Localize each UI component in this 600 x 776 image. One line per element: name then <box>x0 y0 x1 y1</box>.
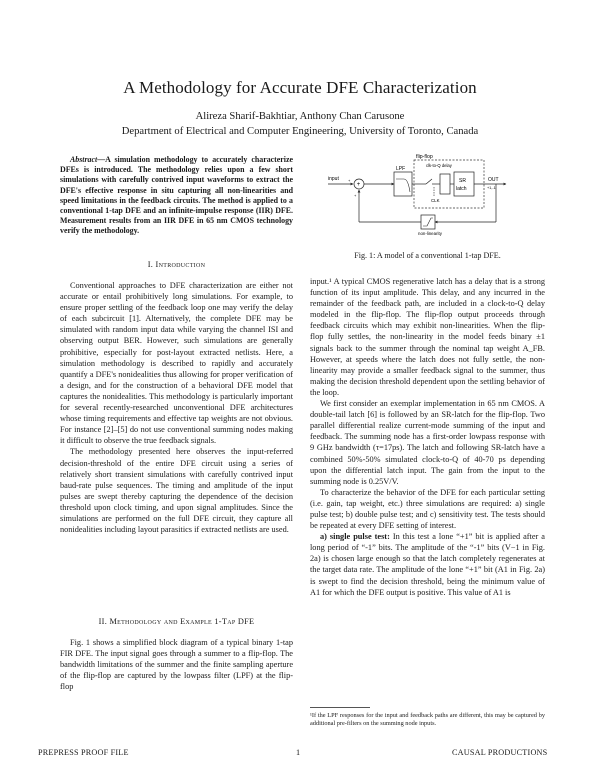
input-label: input <box>328 176 339 182</box>
figure-1 <box>328 152 528 236</box>
right-paragraph-2: We first consider an exemplar implementation in 65 nm CMOS. A double-tail latch [6] is followed by an SR-latch for the flip-flop. Two parallel differential realize current-mode summing of the input and feedback. The summing node has a first-order lowpass response with 9 GHz bandwidth (τ=17ps). The latch and following SR-latch have a combined 50%-50% simulated clock-to-Q of 40-70 ps depending upon the differential latch input. The gain from the input to the summing node is 0.25V/V. <box>310 399 545 486</box>
dfe-block-diagram <box>328 152 528 236</box>
intro-paragraph-1: Conventional approaches to DFE characterization are either not accurate or entail prohibitively long simulations. For example, to ensure proper settling of the feedback loop one may verify the delay of each subcircuit [1]. Alternatively, the complete DFE may be simulated with random input data while varying the channel ISI and observing output BER. However, such simulations are generally prohibitive, especially for post-layout extracted netlists. Here, a simulation methodology is described to rapidly and accurately quantify a DFE's nonidealities thus allowing for proper verification of a design, and for the construction of a behavioral DFE model that captures the nonidealities. This methodology is particularly important for several recently-researched unconventional DFE architectures whose timing requirements and effective tap weights are not obvious. For instance [2]–[5] do not use conventional summing nodes making it difficult to observe the true feedback signals. <box>60 281 293 446</box>
affiliation: Department of Electrical and Computer Engineering, University of Toronto, Canada <box>121 126 479 137</box>
input-plus-sign: + <box>348 178 351 183</box>
paper-title: A Methodology for Accurate DFE Characterization <box>123 78 477 97</box>
figure-caption: Fig. 1: A model of a conventional 1-tap DFE. <box>354 251 501 260</box>
nonlinearity-box <box>421 215 435 229</box>
page-number: 1 <box>296 748 301 757</box>
right-column <box>310 276 545 598</box>
summer-plus: + <box>356 182 361 188</box>
clk-label: CLK <box>431 198 440 203</box>
nonlinearity-label: non-linearity <box>418 231 442 236</box>
section-heading-intro: I. Introduction <box>147 260 206 269</box>
authors: Alireza Sharif-Bakhtiar, Anthony Chan Carusone <box>195 111 405 122</box>
latch-label: latch <box>456 186 467 192</box>
footer-right: CAUSAL PRODUCTIONS <box>452 748 548 757</box>
section-heading-method: II. Methodology and Example 1-Tap DFE <box>98 617 255 626</box>
lpf-box <box>394 172 412 196</box>
sr-latch-box <box>454 172 474 196</box>
intro-paragraph-2: The methodology presented here observes the input-referred decision-threshold of the entire DFE circuit using a series of relatively short transient simulations with carefully contrived input baud-rate pulse sequences. The timing and amplitude of the input pulses are swept thereby capturing the dependence of the decision threshold upon clock timing, and upon signal amplitudes. Since the simulations are performed on the full DFE circuit, they capture all nonidealities including layout parasitics if extracted netlists are used. <box>60 447 293 535</box>
abstract-label: Abstract <box>70 155 98 164</box>
footer-left: PREPRESS PROOF FILE <box>38 748 129 757</box>
footnote-rule <box>310 707 370 708</box>
sr-label: SR <box>459 178 466 184</box>
method-paragraph-1: Fig. 1 shows a simplified block diagram of a typical binary 1-tap FIR DFE. The input signal goes through a summer to a flip-flop. The bandwidth limitations of the summer and the finite sampling aperture of the flip-flop are captured by the lowpass filter (LPF) at the flip-flop <box>60 638 293 692</box>
right-paragraph-3: To characterize the behavior of the DFE for each particular setting (i.e. gain, tap weight, etc.) three simulations are required: a) single pulse test; b) double pulse test; and c) sensitivity test. The tests should be repeated at every DFE setting of interest. <box>310 487 545 531</box>
footnote: ¹If the LPF responses for the input and feedback paths are different, this may be captured by additional pre-filters on the summing node inputs. <box>310 712 545 728</box>
abstract-text: A simulation methodology to accurately characterize DFEs is introduced. The methodology relies upon a few short simulations with carefully contrived input waveforms to extract the DFE's effective response in situ capturing all non-linearities and speed limitations in the feedback circuits. The method is applied to a conventional 1-tap DFE and an infinite-impulse response (IIR) DFE. Measurement results from an IIR DFE in 65 nm CMOS technology verify the methodology. <box>60 155 293 236</box>
right-paragraph-4 <box>310 531 545 598</box>
out-label: OUT <box>488 177 499 183</box>
lpf-label: LPF <box>396 166 406 172</box>
left-column-method <box>60 637 293 692</box>
flipflop-label: flip-flop <box>416 154 433 160</box>
out-range-label: +1,-1 <box>487 186 496 190</box>
feedback-plus-sign: + <box>354 193 357 198</box>
single-pulse-text: In this test a lone “+1” bit is applied after a long period of “-1” bits. The amplitude of the “-1” bits (V−1 in Fig. 2a) is chosen large enough so that the latch completely regenerates at the target data rate. The amplitude of the lone “+1” bit (A1 in Fig. 2a) is swept to find the decision threshold, being the minimum value of A1 for which the DFE output is positive. This value of A1 is <box>310 532 545 597</box>
clk-q-delay-label: clk-to-Q delay <box>426 163 452 168</box>
single-pulse-lead: a) single pulse test: <box>320 532 390 542</box>
right-paragraph-1: input.¹ A typical CMOS regenerative latch has a delay that is a strong function of its input amplitude. This delay, and any incurred in the remainder of the feedback path, are included in a clock-to-Q delay modeled in the flip-flop. The flip-flop output proceeds through feedback circuits which may exhibit non-linearities. When the flip-flop fully settles, the non-linearity in the model feeds binary ±1 signals back to the summer through the nominal tap weight A_FB. However, at speeds where the latch does not fully settle, the non-linearity may provide a smaller feedback signal to the summer, thus making the decision threshold dependent upon the settling behavior of the loop. <box>310 277 545 397</box>
abstract-dash: — <box>97 155 106 164</box>
left-column-intro <box>60 280 293 535</box>
abstract-block <box>60 155 293 237</box>
